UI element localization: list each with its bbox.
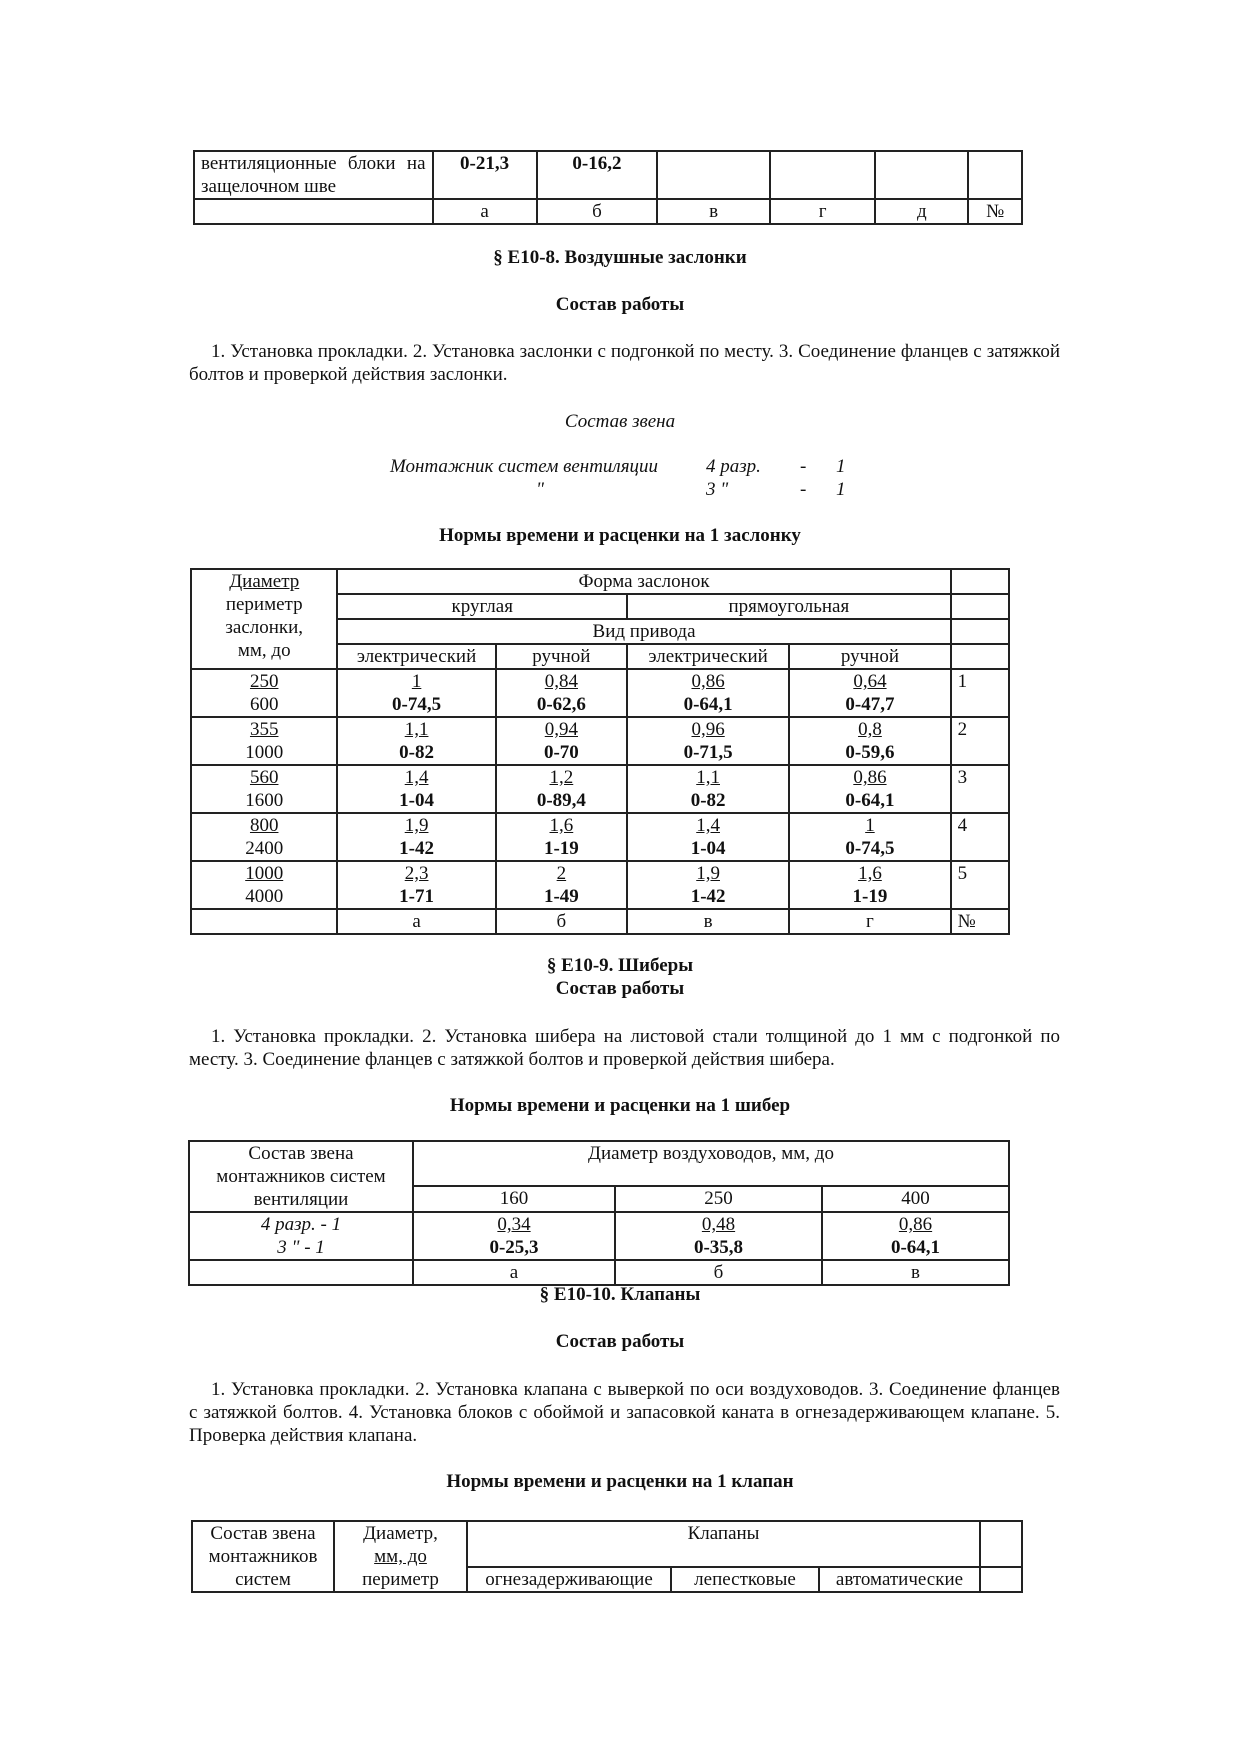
- table-row: [191, 765, 1009, 813]
- gate-footer-c: в: [822, 1260, 1009, 1285]
- table-row: [191, 669, 1009, 717]
- gate-value: 0,34 0-25,3: [413, 1212, 615, 1260]
- gate-head-diameter: Диаметр воздуховодов, мм, до: [413, 1141, 1009, 1186]
- damper-head-col-1: электрический: [337, 644, 495, 669]
- damper-value: 1,2 0-89,4: [496, 765, 627, 813]
- valve-col-fire: огнезадерживающие: [467, 1567, 671, 1592]
- work-title-e10-9: Состав работы: [555, 978, 685, 999]
- work-title-e10-10: Состав работы: [555, 1331, 685, 1352]
- valve-head-crew: Состав звена монтажников систем: [192, 1521, 334, 1592]
- damper-footer-a: а: [337, 909, 495, 934]
- top-table-cell-f: [968, 151, 1022, 199]
- damper-size: 250 600: [191, 669, 337, 717]
- gate-footer-a: а: [413, 1260, 615, 1285]
- damper-value: 2 1-49: [496, 861, 627, 909]
- damper-value: 2,3 1-71: [337, 861, 495, 909]
- crew-name: Монтажник систем вентиляции: [390, 456, 659, 477]
- damper-head-drive: Вид привода: [337, 619, 950, 644]
- damper-footer-num: №: [951, 909, 1009, 934]
- crew-line-1: [390, 456, 850, 479]
- top-table: [193, 150, 1023, 225]
- damper-value: 1 0-74,5: [789, 813, 950, 861]
- top-table-cell-d: [770, 151, 876, 199]
- work-text-e10-8: 1. Установка прокладки. 2. Установка заслонки с подгонкой по месту. 3. Соединение фланцев с затяжкой болтов и проверкой действия заслонки.: [189, 341, 1060, 385]
- valve-head-num-blank: [980, 1521, 1022, 1567]
- gate-table: [188, 1140, 1010, 1286]
- damper-value: 0,64 0-47,7: [789, 669, 950, 717]
- valve-table: [191, 1520, 1023, 1593]
- damper-value: 0,86 0-64,1: [627, 669, 789, 717]
- valve-head-num-blank: [980, 1567, 1022, 1592]
- damper-value: 1 0-74,5: [337, 669, 495, 717]
- valve-head-valves: Клапаны: [467, 1521, 980, 1567]
- top-table-cell-e: [875, 151, 968, 199]
- top-table-footer-b: б: [537, 199, 658, 224]
- top-table-label: вентиляционные блоки на защелочном шве: [194, 151, 433, 199]
- damper-value: 0,8 0-59,6: [789, 717, 950, 765]
- damper-head-num-blank: [951, 644, 1009, 669]
- top-table-footer-a: а: [433, 199, 537, 224]
- top-table-footer-c: в: [657, 199, 770, 224]
- valve-head-diameter: Диаметр, мм, до периметр: [334, 1521, 467, 1592]
- table-row: [191, 813, 1009, 861]
- damper-head-num-blank: [951, 569, 1009, 594]
- table-row: [189, 1212, 1009, 1260]
- top-table-cell-b: 0-16,2: [537, 151, 658, 199]
- gate-col-250: 250: [615, 1186, 822, 1212]
- damper-footer-c: в: [627, 909, 789, 934]
- damper-value: 0,84 0-62,6: [496, 669, 627, 717]
- damper-value: 0,86 0-64,1: [789, 765, 950, 813]
- damper-head-rect: прямоугольная: [627, 594, 951, 619]
- damper-head-col-3: электрический: [627, 644, 789, 669]
- top-table-footer-d: г: [770, 199, 876, 224]
- damper-row-num: 5: [951, 861, 1009, 909]
- gate-footer-blank: [189, 1260, 413, 1285]
- damper-head-round: круглая: [337, 594, 627, 619]
- crew-dash: -: [800, 456, 807, 477]
- damper-size: 560 1600: [191, 765, 337, 813]
- gate-value: 0,48 0-35,8: [615, 1212, 822, 1260]
- norms-title-e10-9: Нормы времени и расценки на 1 шибер: [449, 1095, 791, 1116]
- work-text-e10-10: 1. Установка прокладки. 2. Установка клапана с выверкой по оси воздуховодов. 3. Соединение фланцев с затяжкой болтов. 4. Установка блоков с обоймой и запасовкой каната в огнезадерживающем клапане. 5. Проверка действия клапана.: [189, 1379, 1060, 1446]
- valve-col-petal: лепестковые: [671, 1567, 819, 1592]
- crew-dash: -: [800, 479, 807, 500]
- damper-head-num-blank: [951, 619, 1009, 644]
- damper-table: [190, 568, 1010, 935]
- table-row: [191, 717, 1009, 765]
- damper-size: 800 2400: [191, 813, 337, 861]
- damper-value: 0,96 0-71,5: [627, 717, 789, 765]
- damper-value: 1,6 1-19: [789, 861, 950, 909]
- damper-head-col-4: ручной: [789, 644, 950, 669]
- table-row: [191, 861, 1009, 909]
- damper-head-form: Форма заслонок: [337, 569, 950, 594]
- valve-col-auto: автоматические: [819, 1567, 980, 1592]
- gate-head-crew: Состав звена монтажников систем вентиляции: [189, 1141, 413, 1212]
- top-table-footer-blank: [194, 199, 433, 224]
- top-table-footer-e: д: [875, 199, 968, 224]
- gate-crew: 4 разр. - 1 3 " - 1: [189, 1212, 413, 1260]
- damper-size: 1000 4000: [191, 861, 337, 909]
- damper-head-diameter: Диаметр периметр заслонки, мм, до: [191, 569, 337, 669]
- damper-value: 1,4 1-04: [337, 765, 495, 813]
- gate-value: 0,86 0-64,1: [822, 1212, 1009, 1260]
- damper-value: 1,6 1-19: [496, 813, 627, 861]
- crew-count: 1: [836, 479, 846, 500]
- gate-footer-b: б: [615, 1260, 822, 1285]
- top-table-cell-c: [657, 151, 770, 199]
- damper-value: 0,94 0-70: [496, 717, 627, 765]
- section-title-e10-8: § Е10-8. Воздушные заслонки: [493, 247, 747, 268]
- damper-footer-d: г: [789, 909, 950, 934]
- norms-title-e10-8: Нормы времени и расценки на 1 заслонку: [439, 525, 801, 546]
- top-table-cell-a: 0-21,3: [433, 151, 537, 199]
- damper-head-col-2: ручной: [496, 644, 627, 669]
- damper-row-num: 4: [951, 813, 1009, 861]
- crew-count: 1: [836, 456, 846, 477]
- damper-head-num-blank: [951, 594, 1009, 619]
- damper-row-num: 3: [951, 765, 1009, 813]
- crew-name: ": [536, 479, 544, 500]
- damper-footer-b: б: [496, 909, 627, 934]
- gate-col-400: 400: [822, 1186, 1009, 1212]
- damper-value: 1,9 1-42: [627, 861, 789, 909]
- crew-line-2: [390, 479, 850, 502]
- section-title-e10-10: § Е10-10. Клапаны: [539, 1284, 701, 1305]
- damper-size: 355 1000: [191, 717, 337, 765]
- section-title-e10-9: § Е10-9. Шиберы: [546, 955, 694, 976]
- gate-col-160: 160: [413, 1186, 615, 1212]
- damper-row-num: 2: [951, 717, 1009, 765]
- damper-row-num: 1: [951, 669, 1009, 717]
- damper-value: 1,9 1-42: [337, 813, 495, 861]
- damper-value: 1,1 0-82: [627, 765, 789, 813]
- damper-value: 1,4 1-04: [627, 813, 789, 861]
- top-table-footer-num: №: [968, 199, 1022, 224]
- crew-grade: 4 разр.: [706, 456, 761, 477]
- crew-title-e10-8: Состав звена: [564, 411, 676, 432]
- norms-title-e10-10: Нормы времени и расценки на 1 клапан: [446, 1471, 794, 1492]
- crew-grade: 3 ": [706, 479, 729, 500]
- work-title-e10-8: Состав работы: [555, 294, 685, 315]
- damper-value: 1,1 0-82: [337, 717, 495, 765]
- damper-footer-blank: [191, 909, 337, 934]
- work-text-e10-9: 1. Установка прокладки. 2. Установка шибера на листовой стали толщиной до 1 мм с подгонкой по месту. 3. Соединение фланцев с затяжкой болтов и проверкой действия шибера.: [189, 1026, 1060, 1070]
